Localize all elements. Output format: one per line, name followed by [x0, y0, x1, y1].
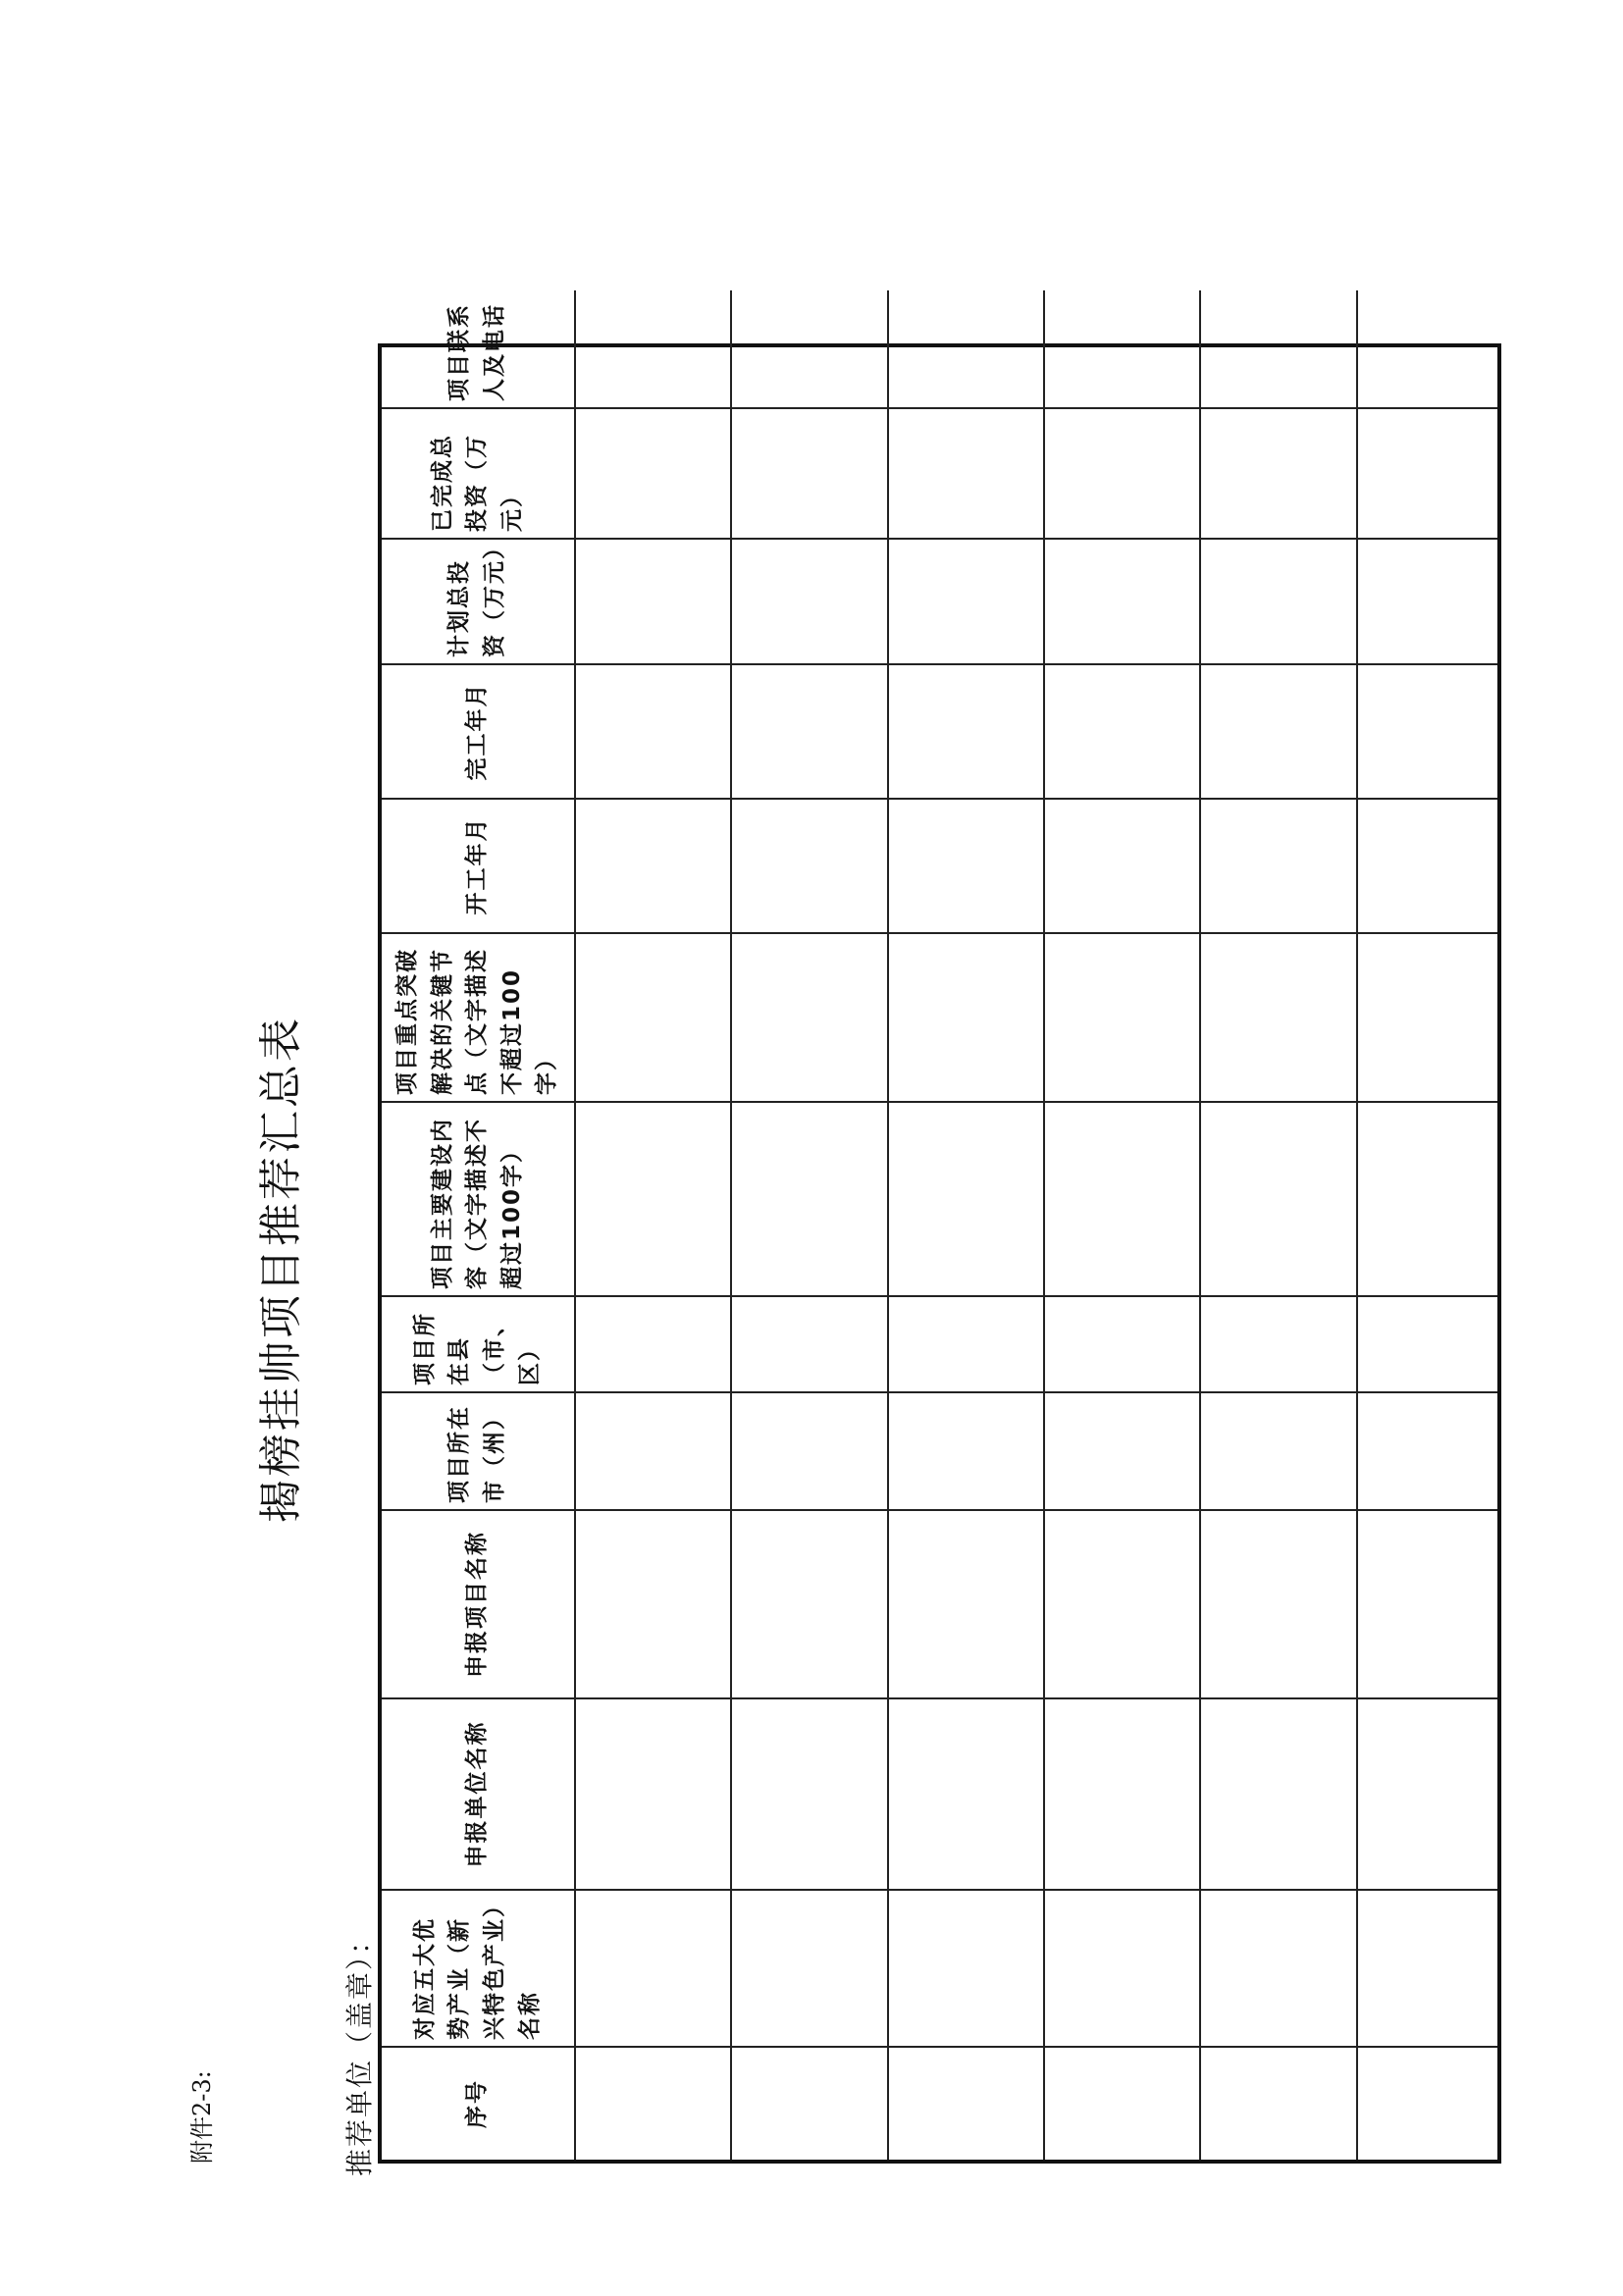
- attachment-label: 附件2-3:: [188, 2070, 216, 2164]
- header-cell: 申报项目名称: [382, 1510, 575, 1698]
- table-cell: [1200, 799, 1356, 933]
- table-cell: [731, 799, 887, 933]
- table-row: [1044, 290, 1200, 2160]
- table-cell: [575, 408, 731, 539]
- table-cell: [1200, 1392, 1356, 1510]
- table-cell: [1044, 933, 1200, 1102]
- table-cell: [888, 290, 1044, 408]
- table-cell: [1357, 539, 1497, 664]
- table-cell: [575, 2047, 731, 2160]
- header-cell: 项目重点突破解决的关键节点（文字描述不超过100字）: [382, 933, 575, 1102]
- table-cell: [1044, 799, 1200, 933]
- header-cell: 已完成总投资（万元）: [382, 408, 575, 539]
- table-cell: [888, 799, 1044, 933]
- table-cell: [1044, 1296, 1200, 1392]
- table-cell: [731, 664, 887, 799]
- table-cell: [1357, 933, 1497, 1102]
- table-cell: [888, 1698, 1044, 1890]
- table-cell: [575, 539, 731, 664]
- table-cell: [731, 1890, 887, 2047]
- table-cell: [575, 1102, 731, 1296]
- header-cell: 项目联系人及电话: [382, 290, 575, 408]
- table-cell: [575, 1510, 731, 1698]
- table-cell: [1044, 1698, 1200, 1890]
- recommender-label: 推荐单位（盖章）：: [343, 1924, 376, 2176]
- table-cell: [888, 933, 1044, 1102]
- table-cell: [731, 1392, 887, 1510]
- table-cell: [1357, 290, 1497, 408]
- table-cell: [1200, 933, 1356, 1102]
- table-cell: [731, 1296, 887, 1392]
- header-cell: 开工年月: [382, 799, 575, 933]
- page-title: 揭榜挂帅项目推荐汇总表: [256, 1016, 306, 1523]
- table-cell: [731, 2047, 887, 2160]
- table-cell: [1200, 2047, 1356, 2160]
- header-cell: 序号: [382, 2047, 575, 2160]
- table-cell: [888, 2047, 1044, 2160]
- table-cell: [1200, 290, 1356, 408]
- table-cell: [1357, 664, 1497, 799]
- table-cell: [1357, 1392, 1497, 1510]
- table-cell: [1357, 2047, 1497, 2160]
- table-cell: [1357, 408, 1497, 539]
- header-cell: 项目所在县（市、区）: [382, 1296, 575, 1392]
- header-cell: 完工年月: [382, 664, 575, 799]
- table-cell: [575, 1392, 731, 1510]
- table-cell: [731, 1102, 887, 1296]
- table-cell: [1044, 539, 1200, 664]
- table-cell: [1200, 664, 1356, 799]
- table-cell: [888, 664, 1044, 799]
- table-cell: [1357, 1890, 1497, 2047]
- table-cell: [888, 1392, 1044, 1510]
- table-cell: [1200, 408, 1356, 539]
- header-row: [382, 290, 575, 2160]
- table-cell: [1044, 1392, 1200, 1510]
- table-cell: [1200, 1890, 1356, 2047]
- header-cell: 申报单位名称: [382, 1698, 575, 1890]
- table-cell: [1357, 1510, 1497, 1698]
- table-cell: [888, 408, 1044, 539]
- table-cell: [1200, 539, 1356, 664]
- table-cell: [731, 290, 887, 408]
- table-cell: [1200, 1102, 1356, 1296]
- header-cell: 项目所在市（州）: [382, 1392, 575, 1510]
- table-cell: [1044, 290, 1200, 408]
- table-cell: [888, 1890, 1044, 2047]
- table-cell: [888, 539, 1044, 664]
- table-cell: [1044, 1510, 1200, 1698]
- table-row: [575, 290, 731, 2160]
- table-row: [888, 290, 1044, 2160]
- table-cell: [1044, 664, 1200, 799]
- table-row: [731, 290, 887, 2160]
- table-cell: [1044, 1890, 1200, 2047]
- table-cell: [575, 1296, 731, 1392]
- table-row: [1200, 290, 1356, 2160]
- table-cell: [1044, 408, 1200, 539]
- header-cell: 对应五大优势产业（新兴特色产业）名称: [382, 1890, 575, 2047]
- table-cell: [1044, 2047, 1200, 2160]
- table-cell: [731, 1510, 887, 1698]
- table-cell: [575, 1890, 731, 2047]
- summary-table: [378, 303, 1501, 2164]
- table-cell: [575, 1698, 731, 1890]
- table-cell: [731, 539, 887, 664]
- table-cell: [1357, 1102, 1497, 1296]
- table-cell: [888, 1510, 1044, 1698]
- table-cell: [575, 290, 731, 408]
- table-cell: [888, 1102, 1044, 1296]
- table-cell: [1044, 1102, 1200, 1296]
- header-cell: 项目主要建设内容（文字描述不超过100字）: [382, 1102, 575, 1296]
- table-body: [575, 290, 1497, 2160]
- table-cell: [731, 933, 887, 1102]
- table-cell: [731, 1698, 887, 1890]
- table-cell: [1357, 799, 1497, 933]
- table-cell: [1200, 1510, 1356, 1698]
- table-cell: [575, 664, 731, 799]
- table-cell: [1200, 1296, 1356, 1392]
- table-cell: [575, 799, 731, 933]
- table-cell: [1357, 1296, 1497, 1392]
- table-cell: [1200, 1698, 1356, 1890]
- table-cell: [1357, 1698, 1497, 1890]
- header-cell: 计划总投资（万元）: [382, 539, 575, 664]
- table-cell: [575, 933, 731, 1102]
- table-cell: [888, 1296, 1044, 1392]
- table-cell: [731, 408, 887, 539]
- table-row: [1357, 290, 1497, 2160]
